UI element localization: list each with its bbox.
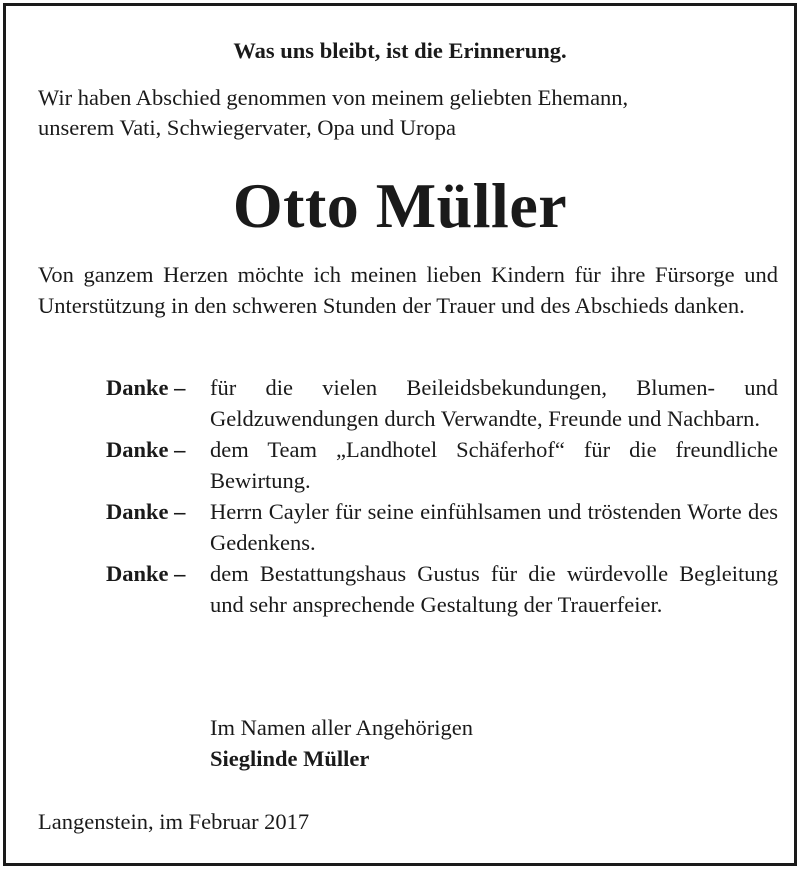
obituary-notice bbox=[3, 3, 797, 866]
thanks-item bbox=[106, 372, 778, 434]
thanks-text: dem Team „Landhotel Schäferhof“ für die freundliche Bewirtung. bbox=[210, 437, 778, 493]
thanks-text: dem Bestattungshaus Gustus für die würdevolle Begleitung und sehr ansprechende Gestaltung der Trauerfeier. bbox=[210, 561, 778, 617]
thanks-label: Danke – bbox=[106, 499, 186, 524]
intro-line-2: unserem Vati, Schwiegervater, Opa und Uropa bbox=[38, 115, 456, 140]
thanks-item bbox=[106, 434, 778, 496]
signature-preface: Im Namen aller Angehörigen bbox=[210, 715, 474, 740]
intro-line-1: Wir haben Abschied genommen von meinem geliebten Ehemann, bbox=[38, 85, 629, 110]
thanks-label: Danke – bbox=[106, 437, 186, 462]
headline: Was uns bleibt, ist die Erinnerung. bbox=[233, 38, 567, 63]
deceased-name: Otto Müller bbox=[232, 170, 568, 241]
thanks-item bbox=[106, 558, 778, 620]
place-and-date: Langenstein, im Februar 2017 bbox=[38, 809, 310, 834]
thanks-text: für die vielen Beileidsbekundungen, Blumen- und Geldzuwendungen durch Verwandte, Freunde und Nachbarn. bbox=[210, 375, 778, 431]
thanks-item bbox=[106, 496, 778, 558]
signature-block bbox=[210, 712, 473, 774]
thanks-text: Herrn Cayler für seine einfühlsamen und tröstenden Worte des Gedenkens. bbox=[210, 499, 778, 555]
thanks-list bbox=[106, 372, 778, 620]
signer-name: Sieglinde Müller bbox=[210, 746, 370, 771]
intro-text bbox=[38, 83, 778, 143]
gratitude-paragraph: Von ganzem Herzen möchte ich meinen lieben Kindern für ihre Fürsorge und Unterstützung in den schweren Stunden der Trauer und des Abschieds danken. bbox=[38, 262, 778, 318]
thanks-label: Danke – bbox=[106, 375, 186, 400]
thanks-label: Danke – bbox=[106, 561, 186, 586]
